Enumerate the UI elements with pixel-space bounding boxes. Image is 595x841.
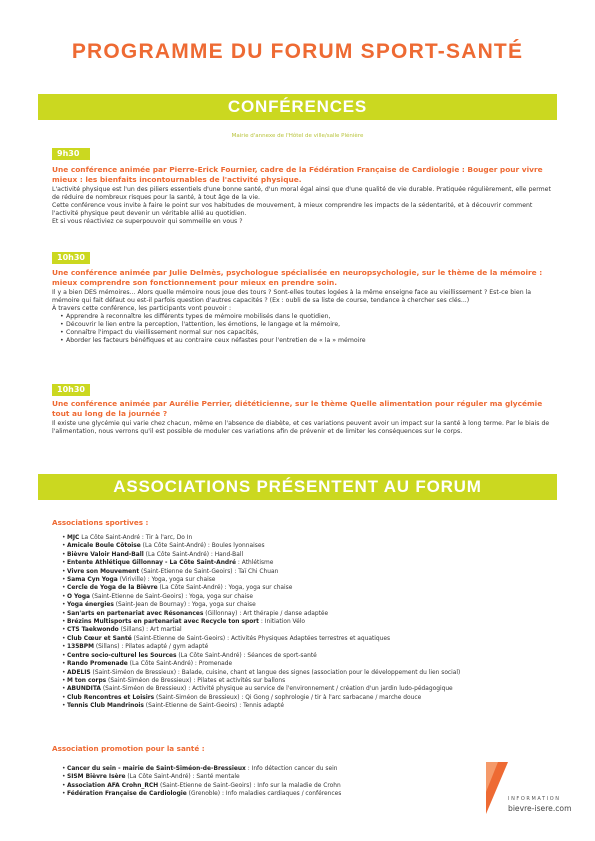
logo-triangle-inner-icon xyxy=(486,762,498,792)
section-banner-conferences: CONFÉRENCES xyxy=(38,94,557,120)
association-detail: (Saint-Siméon de Bressieux) : Pilates et activités sur ballons xyxy=(106,677,286,684)
time-badge: 9h30 xyxy=(52,148,90,160)
association-item xyxy=(62,652,557,660)
association-name: Cancer du sein - mairie de Saint-Siméon-de-Bressieux xyxy=(67,766,246,772)
bullet-item: • Aborder les facteurs bénéfiques et au contraire ceux néfastes pour l'entretien de « la » mémoire xyxy=(60,337,552,345)
associations-sante-list xyxy=(62,765,557,799)
associations-sportives-title: Associations sportives : xyxy=(52,518,149,527)
association-name: ADELIS xyxy=(67,669,91,676)
paragraph: Et si vous réactiviez ce superpouvoir qui sommeille en vous ? xyxy=(52,218,243,225)
association-name: Ô Yoga xyxy=(67,593,91,600)
conference-body xyxy=(52,186,552,226)
information-logo xyxy=(486,762,576,824)
associations-sante-title: Association promotion pour la santé : xyxy=(52,744,205,753)
association-detail: (Sillans) : Pilates adapté / gym adapté xyxy=(93,644,209,651)
association-name: Club Rencontres et Loisirs xyxy=(67,694,155,701)
bullet-item: • Découvrir le lien entre la perception, l'attention, les émotions, le langage et la mémoire, xyxy=(60,321,552,329)
section-banner-associations: ASSOCIATIONS PRÉSENTENT AU FORUM xyxy=(38,474,557,500)
association-detail: (Saint-Siméon de Bressieux) : Balade, cuisine, chant et langue des signes (association pour le développement du lien social) xyxy=(90,669,461,676)
association-detail: (La Côte Saint-André) : Promenade xyxy=(127,661,233,668)
association-detail: (Grenoble) : Info maladies cardiaques / conférences xyxy=(186,791,342,798)
association-name: Brézins Multisports en partenariat avec Recycle ton sport xyxy=(67,619,259,626)
paragraph: Cette conférence vous invite à faire le point sur vos habitudes de mouvement, à mieux comprendre les impacts de la sédentarité, et à découvrir comment l'activité physique peut devenir un véritable allié au quotidien. xyxy=(52,202,533,217)
association-item xyxy=(62,568,557,576)
association-item xyxy=(62,534,557,542)
association-name: Yoga énergies xyxy=(67,602,114,609)
conference-1 xyxy=(52,165,552,226)
logo-website: bievre-isere.com xyxy=(508,804,572,813)
page-title: PROGRAMME DU FORUM SPORT-SANTÉ xyxy=(71,40,524,63)
association-detail: (La Côte Saint-André) : Santé mentale xyxy=(125,774,240,781)
association-detail: (La Côte Saint-André) : Yoga, yoga sur chaise xyxy=(157,585,293,592)
association-item xyxy=(62,702,557,710)
association-item xyxy=(62,782,557,790)
association-detail: (Saint-Étienne de Saint-Geoirs) : Tennis adapté xyxy=(143,703,284,710)
association-detail: : Info détection cancer du sein xyxy=(245,766,338,772)
association-item xyxy=(62,618,557,626)
association-detail: (Saint-Étienne de Saint-Geoirs) : Activités Physiques Adaptées terrestres et aquatiques xyxy=(131,635,391,642)
association-item xyxy=(62,685,557,693)
association-detail: (Gillonnay) : Art thérapie / danse adaptée xyxy=(203,610,329,617)
conferences-location: Mairie d'annexe de l'Hôtel de ville/salle Plénière xyxy=(231,133,364,139)
association-detail: (La Côte Saint-André) : Boules lyonnaises xyxy=(140,543,265,550)
association-item xyxy=(62,765,557,773)
association-item xyxy=(62,694,557,702)
association-detail: (Saint-Siméon de Bressieux) : Activité physique au service de l'environnement / création d'un jardin ludo-pédagogique xyxy=(100,686,453,693)
association-name: Tennis Club Mandrinois xyxy=(67,703,144,710)
association-item xyxy=(62,576,557,584)
association-detail: (La Côte Saint-André) : Séances de sport-santé xyxy=(176,652,317,659)
time-badge: 10h30 xyxy=(52,252,90,264)
conference-2 xyxy=(52,268,552,345)
association-item xyxy=(62,601,557,609)
association-name: San'arts en partenariat avec Résonances xyxy=(67,610,204,617)
association-item xyxy=(62,542,557,550)
association-detail: (Saint-Étienne de Saint-Geoirs) : Taï Chi Chuan xyxy=(139,568,279,575)
association-item xyxy=(62,790,557,798)
association-detail: (Saint-Étienne de Saint-Geoirs) : Yoga, yoga sur chaise xyxy=(90,593,253,600)
association-name: Rando Promenade xyxy=(67,661,128,668)
association-name: Amicale Boule Côtoise xyxy=(67,543,141,550)
paragraph: À travers cette conférence, les participants vont pouvoir : xyxy=(52,305,232,312)
association-name: Vivre son Mouvement xyxy=(67,568,140,575)
association-detail: (La Côte Saint-André) : Hand-Ball xyxy=(143,551,244,558)
association-item xyxy=(62,669,557,677)
bullet-item: • Apprendre à reconnaître les différents types de mémoire mobilisés dans le quotidien, xyxy=(60,313,552,321)
association-name: ABUNDITA xyxy=(67,686,101,693)
bullet-item: • Connaître l'impact du vieillissement normal sur nos capacités, xyxy=(60,329,552,337)
association-name: CTS Taekwondo xyxy=(67,627,119,634)
association-name: Club Cœur et Santé xyxy=(67,635,132,642)
association-item xyxy=(62,677,557,685)
association-detail: : Athlétisme xyxy=(236,560,274,567)
conference-3 xyxy=(52,399,552,436)
conference-body xyxy=(52,289,552,313)
conference-heading: Une conférence animée par Julie Delmès, psychologue spécialisée en neuropsychologie, sur le thème de la mémoire : mieux comprendre son fonctionnement pour mieux en prendre soin. xyxy=(52,268,543,287)
association-item xyxy=(62,626,557,634)
association-detail: La Côte Saint-André : Tir à l'arc, Do In xyxy=(79,535,193,541)
conference-heading: Une conférence animée par Aurélie Perrier, diététicienne, sur le thème Quelle alimentation pour réguler ma glycémie tout au long de la journée ? xyxy=(52,399,543,418)
paragraph: Il existe une glycémie qui varie chez chacun, même en l'absence de diabète, et ces variations peuvent avoir un impact sur la santé à long terme. Par le biais de l'alimentation, nous verrons qu'il est possible de moduler ces variations afin de prévenir et de limiter les conséquences sur le corps. xyxy=(52,420,550,435)
association-name: 135BPM xyxy=(67,644,94,651)
association-detail: (Saint-Étienne de Saint-Geoirs) : Info sur la maladie de Crohn xyxy=(158,782,341,789)
association-detail: (Viriville) : Yoga, yoga sur chaise xyxy=(117,577,216,584)
association-item xyxy=(62,773,557,781)
association-name: Bièvre Valoir Hand-Ball xyxy=(67,551,144,558)
association-name: Centre socio-culturel les Sources xyxy=(67,652,177,659)
association-detail: (Sillans) : Art martial xyxy=(118,627,182,634)
association-name: Association AFA Crohn_RCH xyxy=(67,782,159,789)
association-name: SISM Bièvre Isère xyxy=(67,774,126,781)
association-name: M ton corps xyxy=(67,677,107,684)
association-name: Fédération Française de Cardiologie xyxy=(67,791,187,798)
conference-body xyxy=(52,420,552,436)
logo-label: INFORMATION xyxy=(508,796,561,802)
conference-heading: Une conférence animée par Pierre-Erick Fournier, cadre de la Fédération Française de Cardiologie : Bouger pour vivre mieux : les bienfaits incontournables de l'activité physique. xyxy=(52,165,543,184)
association-name: MJC xyxy=(67,535,80,541)
association-item xyxy=(62,660,557,668)
association-item xyxy=(62,584,557,592)
conference-bullets xyxy=(60,313,552,345)
association-detail: (Saint-Jean de Bournay) : Yoga, yoga sur chaise xyxy=(113,602,256,609)
association-name: Cercle de Yoga de la Bièvre xyxy=(67,585,158,592)
association-item xyxy=(62,635,557,643)
paragraph: Il y a bien DES mémoires... Alors quelle mémoire nous joue des tours ? Sont-elles toutes logées à la même enseigne face au vieillissement ? Est-ce bien la mémoire qui fait défaut ou est-il parfois question d'autres capacités ? (Ex : oubli de sa liste de course, tendance à chercher ses clés...) xyxy=(52,289,532,304)
association-item xyxy=(62,551,557,559)
association-item xyxy=(62,559,557,567)
association-name: Entente Athlétique Gillonnay - La Côte Saint-André xyxy=(67,560,237,567)
association-item xyxy=(62,593,557,601)
time-badge: 10h30 xyxy=(52,384,90,396)
association-item xyxy=(62,643,557,651)
association-name: Sama Cyn Yoga xyxy=(67,577,118,584)
association-detail: (Saint-Siméon de Bressieux) : Qi Gong / sophrologie / tir à l'arc sarbacane / marche douce xyxy=(154,694,422,701)
association-detail: : Initiation Vélo xyxy=(259,619,305,626)
association-item xyxy=(62,610,557,618)
associations-sportives-list xyxy=(62,534,557,711)
paragraph: L'activité physique est l'un des piliers essentiels d'une bonne santé, d'un moral égal ainsi que d'une qualité de vie durable. Pratiquée régulièrement, elle permet de réduire de nombreux risques pour la santé, à tout âge de la vie. xyxy=(52,186,551,201)
